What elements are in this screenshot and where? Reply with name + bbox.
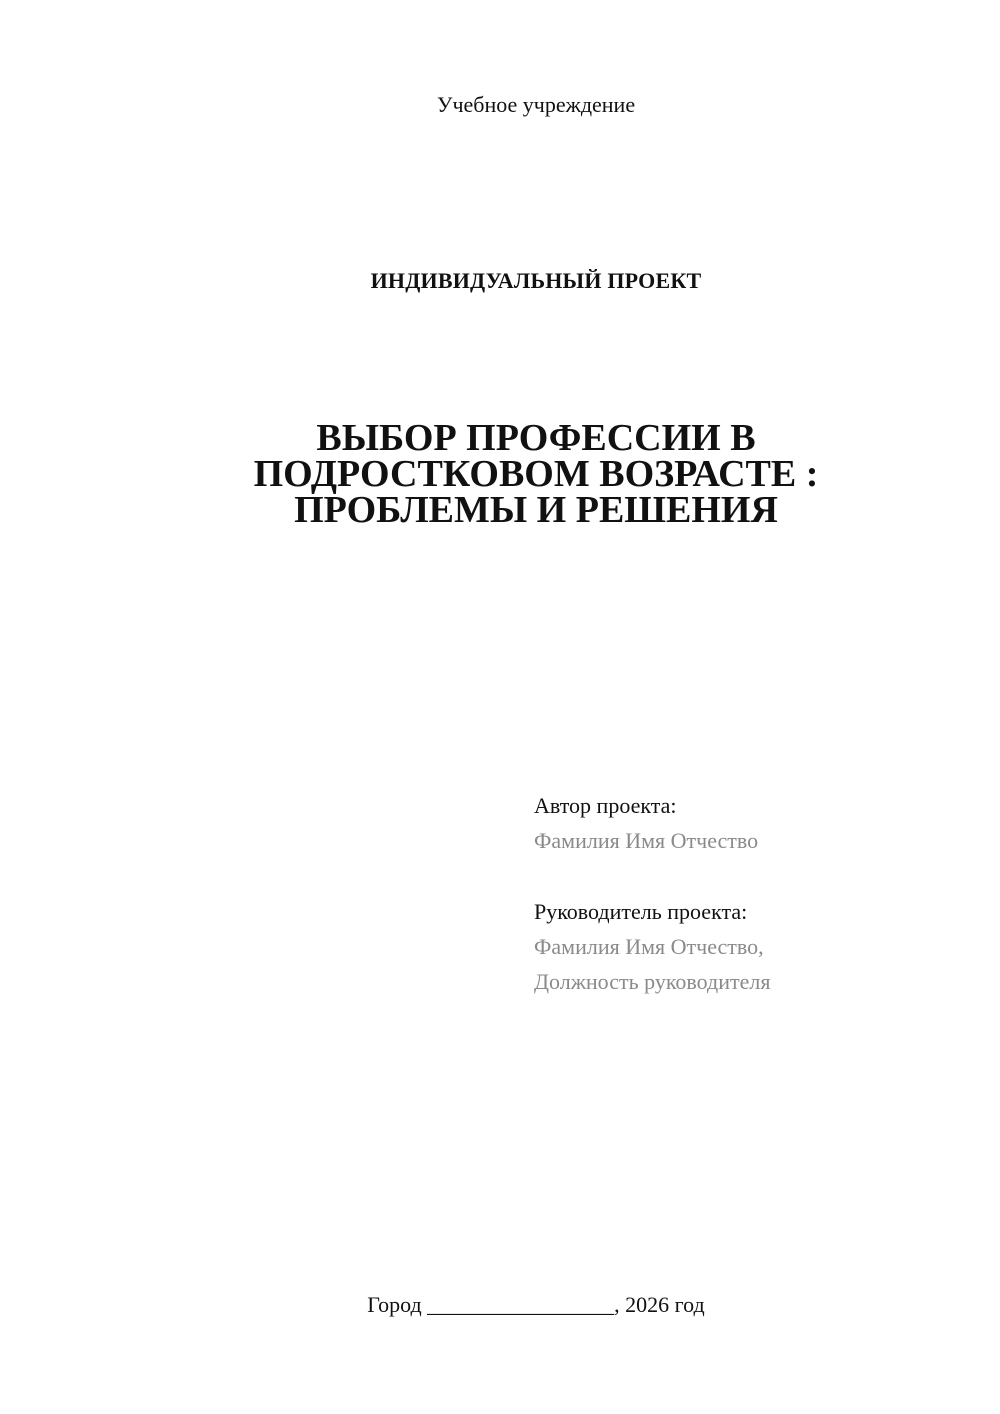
supervisor-label: Руководитель проекта: — [534, 899, 748, 924]
project-type-heading: ИНДИВИДУАЛЬНЫЙ ПРОЕКТ — [370, 268, 702, 293]
supervisor-position: Должность руководителя — [534, 969, 771, 994]
project-title — [0, 417, 1000, 531]
project-title-line-2: ПОДРОСТКОВОМ ВОЗРАСТЕ : — [253, 453, 819, 495]
author-label: Автор проекта: — [534, 793, 677, 818]
project-title-line-1: ВЫБОР ПРОФЕССИИ В — [316, 417, 756, 459]
project-title-line-3: ПРОБЛЕМЫ И РЕШЕНИЯ — [294, 489, 778, 531]
supervisor-name: Фамилия Имя Отчество, — [534, 934, 764, 959]
people-block — [534, 788, 954, 999]
spacer — [534, 858, 954, 894]
institution-name: Учебное учреждение — [436, 92, 636, 117]
author-name: Фамилия Имя Отчество — [534, 828, 759, 853]
city-year-footer: Город _________________, 2026 год — [367, 1292, 705, 1317]
